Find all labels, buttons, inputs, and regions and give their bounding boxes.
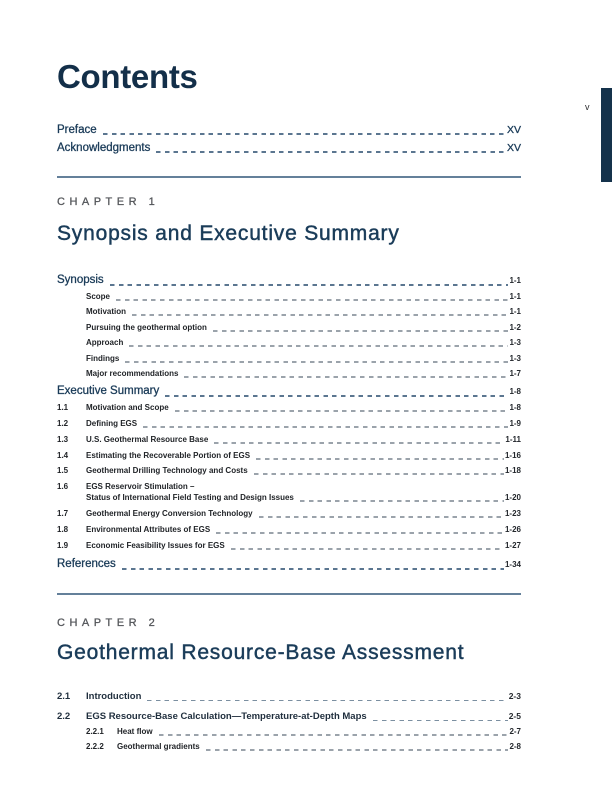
toc-entry-label: EGS Resource-Base Calculation—Temperature-at-Depth Maps — [86, 711, 367, 722]
toc-entry-label: Estimating the Recoverable Portion of EGS — [86, 451, 251, 460]
dash-leader — [165, 395, 508, 397]
toc-entry-number: 1.7 — [57, 509, 69, 518]
dash-leader — [156, 151, 506, 153]
toc-entry-label: References — [57, 558, 116, 570]
chapter-2-kicker: CHAPTER 2 — [57, 617, 160, 629]
toc-entry[interactable] — [86, 742, 521, 752]
toc-entry-page: 1-23 — [504, 509, 521, 518]
toc-entry-page: XV — [506, 124, 521, 136]
toc-entry-page: 1-8 — [509, 403, 521, 412]
toc-entry[interactable] — [57, 466, 521, 476]
dash-leader — [254, 473, 504, 475]
toc-entry-label: Geothermal Energy Conversion Technology — [86, 509, 253, 518]
toc-entry-page: 1-34 — [504, 560, 521, 569]
chapter-1-title: Synopsis and Executive Summary — [57, 222, 400, 245]
toc-entry[interactable] — [57, 710, 521, 723]
toc-entry-page: 1-7 — [509, 369, 521, 378]
toc-entry-label: Environmental Attributes of EGS — [86, 525, 211, 534]
toc-entry-page: 1-2 — [509, 323, 521, 332]
toc-entry[interactable] — [57, 123, 521, 137]
toc-entry-page: 1-8 — [509, 387, 521, 396]
dash-leader — [125, 361, 508, 363]
dash-leader — [216, 532, 504, 534]
toc-entry-page: 1-9 — [509, 419, 521, 428]
dash-leader — [259, 516, 504, 518]
toc-entry[interactable] — [86, 292, 521, 302]
toc-entry-page: 1-1 — [509, 307, 521, 316]
dash-leader — [206, 749, 509, 751]
dash-leader — [159, 734, 509, 736]
toc-entry-page: 2-3 — [508, 691, 521, 701]
toc-entry[interactable] — [57, 509, 521, 519]
toc-entry-label: Introduction — [86, 691, 142, 702]
toc-entry-number: 1.1 — [57, 403, 69, 412]
toc-entry-number: 2.1 — [57, 691, 71, 702]
dash-leader — [132, 314, 508, 316]
toc-entry-label: Scope — [86, 292, 111, 301]
toc-entry-label: Executive Summary — [57, 385, 160, 397]
dash-leader — [231, 548, 504, 550]
toc-entry-page: 2-5 — [508, 711, 521, 721]
toc-entry[interactable] — [57, 273, 521, 288]
toc-entry-number: 1.4 — [57, 451, 69, 460]
dash-leader — [256, 458, 504, 460]
toc-entry-number: 1.2 — [57, 419, 69, 428]
toc-entry[interactable] — [57, 384, 521, 399]
toc-entry-page: 1-11 — [505, 435, 521, 444]
toc-entry-label: Pursuing the geothermal option — [86, 323, 207, 332]
dash-leader — [184, 376, 508, 378]
dash-leader — [213, 330, 509, 332]
dash-leader — [103, 133, 506, 135]
toc-entry[interactable] — [86, 369, 521, 379]
toc-entry-label: Geothermal Drilling Technology and Costs — [86, 466, 248, 475]
toc-entry-label: Economic Feasibility Issues for EGS — [86, 541, 225, 550]
toc-entry[interactable] — [57, 525, 521, 535]
toc-entry[interactable] — [57, 403, 521, 413]
toc-entry-page: 1-18 — [504, 466, 521, 475]
toc-entry-label: Geothermal gradients — [117, 742, 200, 751]
toc-entry-number: 1.3 — [57, 435, 69, 444]
toc-entry-label: Motivation and Scope — [86, 403, 169, 412]
toc-entry[interactable] — [86, 323, 521, 333]
dash-leader — [175, 410, 509, 412]
toc-entry-label: U.S. Geothermal Resource Base — [86, 435, 209, 444]
toc-entry[interactable] — [86, 727, 521, 737]
toc-entry-label: Preface — [57, 124, 97, 136]
dash-leader — [110, 284, 509, 286]
toc-entry[interactable] — [86, 354, 521, 364]
toc-entry-number: 2.2.1 — [86, 727, 104, 736]
toc-entry-number: 2.2.2 — [86, 742, 104, 751]
chapter-1-kicker: CHAPTER 1 — [57, 196, 160, 208]
toc-entry-label: Defining EGS — [86, 419, 138, 428]
toc-entry[interactable] — [57, 435, 521, 445]
toc-entry[interactable] — [57, 482, 521, 492]
dash-leader — [122, 568, 504, 570]
toc-entry[interactable] — [57, 141, 521, 155]
toc-entry[interactable] — [86, 493, 521, 503]
toc-entry-number: 2.2 — [57, 711, 71, 722]
toc-entry-label: Motivation — [86, 307, 126, 316]
toc-entry-number: 1.6 — [57, 482, 69, 491]
toc-entry[interactable] — [86, 307, 521, 317]
toc-entry-page: 1-16 — [504, 451, 521, 460]
toc-entry-page: 2-8 — [509, 742, 521, 751]
toc-entry-page: 1-26 — [504, 525, 521, 534]
toc-entry-page: 1-20 — [504, 493, 521, 502]
dash-leader — [116, 299, 508, 301]
toc-entry[interactable] — [57, 451, 521, 461]
section-divider — [57, 593, 521, 595]
toc-entry[interactable] — [57, 541, 521, 551]
toc-entry[interactable] — [57, 419, 521, 429]
section-divider — [57, 176, 521, 178]
toc-entry-number: 1.8 — [57, 525, 69, 534]
toc-entry-page: 1-3 — [509, 338, 521, 347]
toc-entry-page: 1-27 — [504, 541, 521, 550]
toc-entry-page: XV — [506, 142, 521, 154]
chapter-2-title: Geothermal Resource-Base Assessment — [57, 641, 465, 664]
toc-entry-page: 1-3 — [509, 354, 521, 363]
dash-leader — [147, 700, 507, 702]
toc-entry-page: 1-1 — [509, 292, 521, 301]
page-edge-tab — [601, 88, 612, 182]
dash-leader — [300, 500, 504, 502]
toc-entry-label: Heat flow — [117, 727, 153, 736]
toc-entry-label: EGS Reservoir Stimulation – — [86, 482, 195, 491]
dash-leader — [143, 426, 508, 428]
toc-entry-label: Approach — [86, 338, 124, 347]
toc-entry-page: 1-1 — [509, 276, 521, 285]
toc-entry-number: 1.9 — [57, 541, 69, 550]
toc-entry-label: Major recommendations — [86, 369, 179, 378]
toc-entry[interactable] — [57, 557, 521, 572]
dash-leader — [373, 720, 508, 722]
toc-entry-label: Findings — [86, 354, 120, 363]
toc-entry-page: 2-7 — [509, 727, 521, 736]
toc-entry-number: 1.5 — [57, 466, 69, 475]
toc-entry[interactable] — [86, 338, 521, 348]
toc-entry-label: Status of International Field Testing and Design Issues — [86, 493, 294, 502]
page-number: v — [585, 102, 590, 112]
dash-leader — [129, 345, 508, 347]
toc-entry-label: Acknowledgments — [57, 142, 151, 154]
toc-entry[interactable] — [57, 690, 521, 703]
toc-entry-label: Synopsis — [57, 274, 104, 286]
page-title: Contents — [57, 58, 198, 95]
dash-leader — [214, 442, 504, 444]
